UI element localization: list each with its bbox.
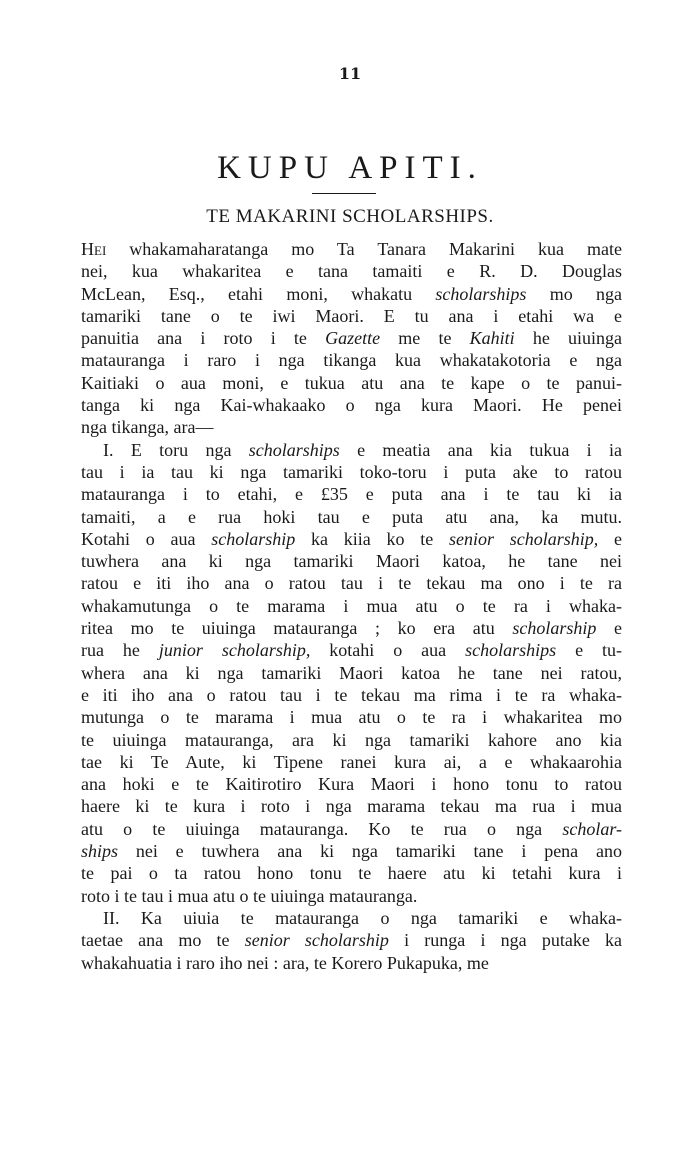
italic-term: scholarships [435,283,527,304]
text-line [81,528,622,550]
italic-term: scholarship [512,618,597,639]
paragraph [81,907,622,974]
text-run: e iti iho ana o ratou tau i te tekau ma rima i te ra whaka- [81,684,622,705]
text-line [81,260,622,282]
text-run: e tu- [556,640,623,661]
body-text [81,238,622,974]
paragraph [81,238,622,439]
text-run: Hei [81,239,107,259]
text-line [81,595,622,617]
text-line [81,706,622,728]
text-run: haere ki te kura i roto i nga marama tekau ma rua i mua [81,796,622,817]
text-line [81,327,622,349]
text-run: te pai o ta ratou hono tonu te haere atu ki tetahi kura i [81,863,622,884]
text-line [81,795,622,817]
text-line [81,550,622,572]
title-rule [312,193,376,194]
text-line [81,394,622,416]
text-run: kotahi o aua [310,640,466,661]
text-line [81,305,622,327]
text-run: matauranga i to etahi, e £35 e puta ana i te tau ki ia [81,484,622,505]
text-line [81,952,622,974]
text-run: panuitia ana i roto i te [81,328,326,349]
text-run: te uiuinga matauranga, ara ki nga tamariki kahore ano kia [81,729,622,750]
italic-term: junior scholarship, [158,640,311,661]
text-line [81,283,622,305]
text-run: roto i te tau i mua atu o te uiuinga matauranga. [81,885,418,906]
text-run: whakamaharatanga mo Ta Tanara Makarini kua mate [106,239,622,259]
text-line [81,729,622,751]
text-run: ratou e iti iho ana o ratou tau i te tekau ma ono i te ra [81,573,622,594]
text-line [81,506,622,528]
text-line [81,907,622,929]
text-line [81,639,622,661]
text-line [81,238,622,260]
text-run: rua he [81,640,159,661]
text-line [81,572,622,594]
text-run: I. E toru nga [103,439,249,460]
text-run: tae ki Te Aute, ki Tipene ranei kura ai, a e whakaarohia [81,751,622,772]
text-line [81,662,622,684]
text-run: ana hoki e te Kaitirotiro Kura Maori i hono tonu to ratou [81,774,622,795]
italic-term: Kahiti [469,328,515,349]
text-run: nei, kua whakaritea e tana tamaiti e R. D. Douglas [81,261,622,282]
text-line [81,684,622,706]
text-run: me te [380,328,470,349]
text-line [81,416,622,438]
text-run: tanga ki nga Kai-whakaako o nga kura Maori. He penei [81,395,622,416]
text-run: mutunga o te marama i mua atu o te ra i whakaritea mo [81,707,622,728]
italic-term: scholarship [211,528,296,549]
text-run: McLean, Esq., etahi moni, whakatu [81,283,436,304]
page-title: KUPU APITI. [217,150,483,186]
italic-term: senior scholarship [244,930,389,951]
text-line [81,483,622,505]
text-run: taetae ana mo te [81,930,245,951]
italic-term: scholarships [465,640,557,661]
text-run: ka kiia ko te [295,528,449,549]
text-run: nga tikanga, ara— [81,417,214,438]
text-run: ritea mo te uiuinga matauranga ; ko era atu [81,618,513,639]
text-run: mo nga [526,283,622,304]
text-line [81,349,622,371]
text-line [81,885,622,907]
text-run: i runga i nga putake ka [388,930,622,951]
text-run: whera ana ki nga tamariki Maori katoa he tane nei ratou, [81,662,622,683]
text-line [81,818,622,840]
text-run: whakahuatia i raro iho nei : ara, te Korero Pukapuka, me [81,952,489,973]
text-line [81,439,622,461]
text-line [81,461,622,483]
text-run: tau i ia tau ki nga tamariki toko-toru i puta ake to ratou [81,461,622,482]
text-run: he uiuinga [514,328,623,349]
italic-term: scholarships [248,439,340,460]
page-number: 11 [338,64,362,83]
italic-term: senior scholarship, [448,528,599,549]
italic-term: Gazette [325,328,381,349]
text-line [81,862,622,884]
italic-term: ships [81,841,119,862]
text-line [81,617,622,639]
text-line [81,840,622,862]
text-run: nei e tuwhera ana ki nga tamariki tane i pena ano [118,841,622,862]
text-run: whakamutunga o te marama i mua atu o te ra i whaka- [81,595,622,616]
text-line [81,751,622,773]
page-subtitle: TE MAKARINI SCHOLARSHIPS. [206,206,494,227]
text-run: e meatia ana kia tukua i ia [339,439,622,460]
text-run: tuwhera ana ki nga tamariki Maori katoa, he tane nei [81,551,622,572]
text-line [81,372,622,394]
text-run: tamariki tane o te iwi Maori. E tu ana i etahi wa e [81,305,622,326]
text-run: Kotahi o aua [81,528,212,549]
text-run: II. Ka uiuia te matauranga o nga tamariki e whaka- [103,907,622,928]
text-run: e [598,528,622,549]
italic-term: scholar- [562,818,622,839]
text-run: e [596,618,622,639]
paragraph [81,439,622,907]
text-run: Kaitiaki o aua moni, e tukua atu ana te kape o te panui- [81,372,622,393]
text-run: tamaiti, a e rua hoki tau e puta atu ana, ka mutu. [81,506,622,527]
text-line [81,929,622,951]
text-run: matauranga i raro i nga tikanga kua whakatakotoria e nga [81,350,622,371]
text-run: atu o te uiuinga matauranga. Ko te rua o nga [81,818,563,839]
text-line [81,773,622,795]
